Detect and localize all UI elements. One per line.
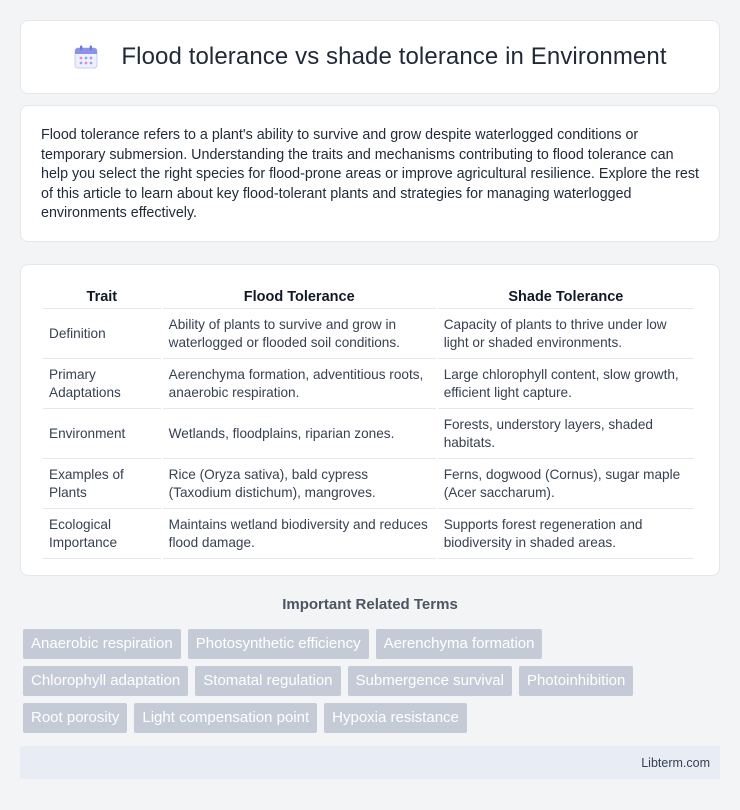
tag-row (23, 703, 723, 733)
shade-tolerance-cell: Large chlorophyll content, slow growth, efficient light capture. (438, 359, 694, 409)
tag-chlorophyll-adaptation[interactable]: Chlorophyll adaptation (23, 666, 188, 696)
shade-tolerance-cell: Forests, understory layers, shaded habitats. (438, 409, 694, 459)
table-row (43, 409, 694, 459)
intro-card (20, 105, 720, 242)
shade-tolerance-cell: Supports forest regeneration and biodiversity in shaded areas. (438, 509, 694, 559)
shade-tolerance-cell: Capacity of plants to thrive under low light or shaded environments. (438, 309, 694, 359)
trait-cell: Examples of Plants (43, 459, 161, 509)
tag-aerenchyma-formation[interactable]: Aerenchyma formation (376, 629, 543, 659)
table-row (43, 509, 694, 559)
trait-cell: Environment (43, 409, 161, 459)
page-title: Flood tolerance vs shade tolerance in Environment (121, 43, 667, 70)
shade-tolerance-cell: Ferns, dogwood (Cornus), sugar maple (Acer saccharum). (438, 459, 694, 509)
flood-tolerance-cell: Aerenchyma formation, adventitious roots, anaerobic respiration. (163, 359, 436, 409)
related-terms-list (23, 629, 723, 740)
tag-root-porosity[interactable]: Root porosity (23, 703, 127, 733)
related-terms-heading: Important Related Terms (282, 596, 458, 613)
tag-row (23, 629, 723, 659)
flood-tolerance-cell: Wetlands, floodplains, riparian zones. (163, 409, 436, 459)
trait-cell: Primary Adaptations (43, 359, 161, 409)
column-header-flood-tolerance: Flood Tolerance (163, 287, 436, 309)
trait-cell: Ecological Importance (43, 509, 161, 559)
table-row (43, 459, 694, 509)
trait-cell: Definition (43, 309, 161, 359)
tag-submergence-survival[interactable]: Submergence survival (348, 666, 512, 696)
header-card (20, 20, 720, 94)
calendar-icon (73, 44, 99, 70)
column-header-shade-tolerance: Shade Tolerance (438, 287, 694, 309)
comparison-table (41, 287, 696, 559)
column-header-trait: Trait (43, 287, 161, 309)
footer (20, 746, 720, 779)
table-row (43, 309, 694, 359)
tag-anaerobic-respiration[interactable]: Anaerobic respiration (23, 629, 181, 659)
tag-row (23, 666, 723, 696)
footer-site-name[interactable]: Libterm.com (641, 755, 710, 770)
header (73, 43, 666, 71)
table-row (43, 359, 694, 409)
comparison-table-card (20, 264, 720, 576)
intro-paragraph: Flood tolerance refers to a plant's ability to survive and grow despite waterlogged conditions or temporary submersion. Understanding the traits and mechanisms contributing to flood tolerance can help you select the right species for flood-prone areas or improve agricultural resilience. Explore the rest of this article to learn about key flood-tolerant plants and strategies for managing waterlogged environments effectively. (41, 127, 699, 222)
tag-stomatal-regulation[interactable]: Stomatal regulation (195, 666, 340, 696)
table-header-row (43, 287, 694, 309)
tag-photosynthetic-efficiency[interactable]: Photosynthetic efficiency (188, 629, 369, 659)
tag-light-compensation-point[interactable]: Light compensation point (134, 703, 317, 733)
flood-tolerance-cell: Rice (Oryza sativa), bald cypress (Taxodium distichum), mangroves. (163, 459, 436, 509)
flood-tolerance-cell: Maintains wetland biodiversity and reduces flood damage. (163, 509, 436, 559)
tag-hypoxia-resistance[interactable]: Hypoxia resistance (324, 703, 467, 733)
flood-tolerance-cell: Ability of plants to survive and grow in waterlogged or flooded soil conditions. (163, 309, 436, 359)
tag-photoinhibition[interactable]: Photoinhibition (519, 666, 633, 696)
